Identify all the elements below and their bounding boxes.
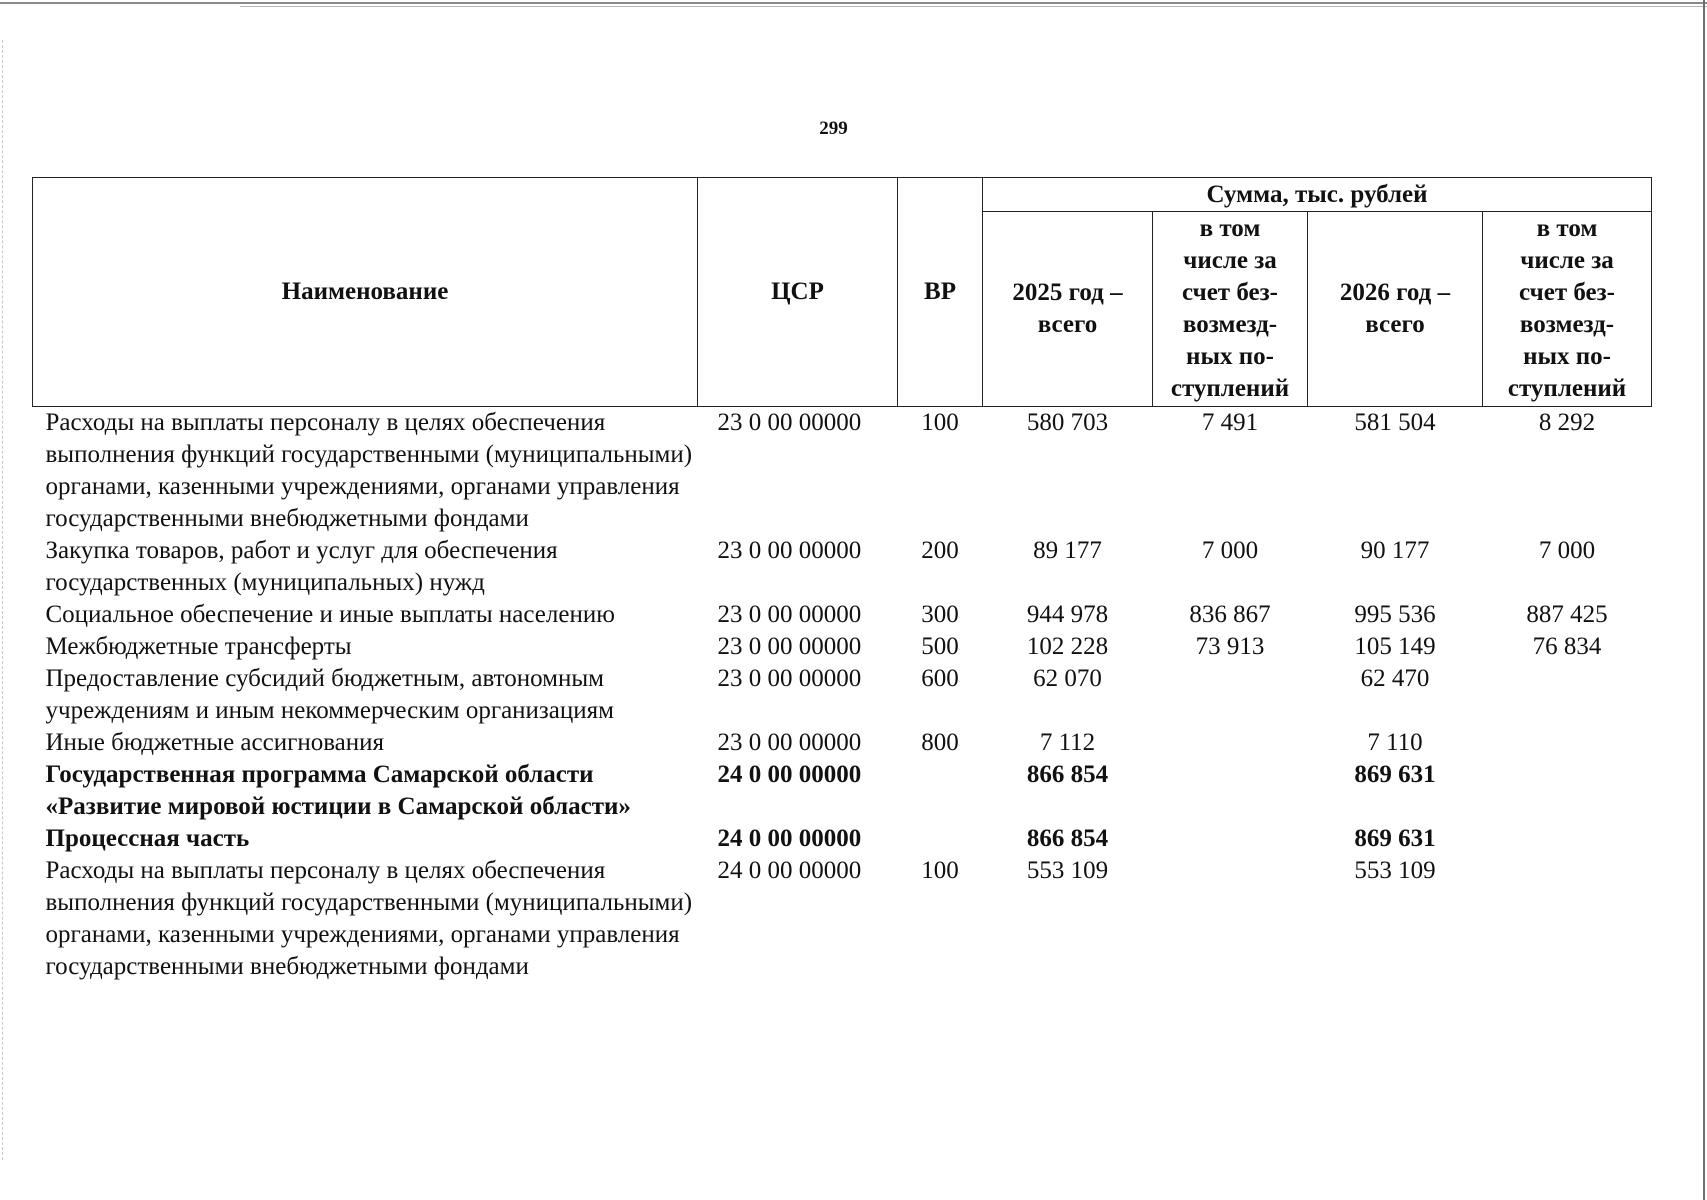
header-2026-free-text: в том числе за счет без-возмезд-ных по-ступлений xyxy=(1507,215,1627,403)
header-csr: ЦСР xyxy=(698,178,898,407)
cell-name: Государственная программа Самарской области «Развитие мировой юстиции в Самарской области» xyxy=(45,761,631,820)
cell-2026: 995 536 xyxy=(1354,601,1436,628)
cell-name: Расходы на выплаты персоналу в целях обеспечения выполнения функций государственными (муниципальными) органами, казенными учреждениями, органами управления государственными внебюджетными фондами xyxy=(45,857,693,980)
cell-2026: 105 149 xyxy=(1354,633,1436,660)
cell-name: Предоставление субсидий бюджетным, автономным учреждениям и иным некоммерческим организациям xyxy=(45,665,614,724)
cell-2025-free xyxy=(1153,663,1308,727)
cell-2025: 89 177 xyxy=(1033,537,1102,564)
header-2025-total xyxy=(983,212,1153,407)
cell-2026-free xyxy=(1483,663,1652,727)
cell-vr: 100 xyxy=(921,409,959,436)
page-number: 299 xyxy=(819,118,848,139)
cell-2025: 102 228 xyxy=(1026,633,1109,660)
cell-csr: 23 0 00 00000 xyxy=(717,601,862,628)
header-2025-free xyxy=(1153,212,1308,407)
cell-2026: 869 631 xyxy=(1354,761,1436,788)
cell-vr xyxy=(898,759,983,823)
cell-name: Иные бюджетные ассигнования xyxy=(45,729,385,756)
scan-edge-top-inner xyxy=(240,6,1707,7)
cell-2025-free: 7 491 xyxy=(1201,409,1259,436)
header-2026-total xyxy=(1308,212,1483,407)
cell-2026-free xyxy=(1483,823,1652,855)
cell-2025: 7 112 xyxy=(1039,729,1096,756)
cell-2025-free: 7 000 xyxy=(1201,537,1259,564)
cell-2026: 581 504 xyxy=(1354,409,1436,436)
cell-2025: 944 978 xyxy=(1026,601,1109,628)
cell-name: Закупка товаров, работ и услуг для обеспечения государственных (муниципальных) нужд xyxy=(45,537,558,596)
cell-2025: 580 703 xyxy=(1026,409,1109,436)
table-row-program xyxy=(33,759,1652,823)
cell-name: Расходы на выплаты персоналу в целях обеспечения выполнения функций государственными (муниципальными) органами, казенными учреждениями, органами управления государственными внебюджетными фондами xyxy=(45,409,693,532)
cell-csr: 23 0 00 00000 xyxy=(717,729,862,756)
cell-2025-free xyxy=(1153,727,1308,759)
cell-csr: 23 0 00 00000 xyxy=(717,665,862,692)
cell-2026: 553 109 xyxy=(1354,857,1436,884)
cell-2025-free: 836 867 xyxy=(1189,601,1271,628)
table-row-section xyxy=(33,823,1652,855)
cell-csr: 24 0 00 00000 xyxy=(717,857,862,884)
cell-vr: 200 xyxy=(921,537,959,564)
scan-edge-top xyxy=(0,2,1707,4)
budget-table xyxy=(32,177,1652,983)
table-body xyxy=(33,407,1652,984)
cell-2026-free xyxy=(1483,727,1652,759)
cell-2025-free xyxy=(1153,855,1308,983)
cell-2026-free xyxy=(1483,855,1652,983)
cell-2025: 866 854 xyxy=(1026,761,1109,788)
table-row xyxy=(33,727,1652,759)
cell-2025: 866 854 xyxy=(1026,825,1109,852)
table-row xyxy=(33,663,1652,727)
table-row xyxy=(33,407,1652,536)
table-row xyxy=(33,631,1652,663)
header-sum-group: Сумма, тыс. рублей xyxy=(983,178,1652,212)
cell-2025-free: 73 913 xyxy=(1195,633,1265,660)
cell-vr: 800 xyxy=(921,729,959,756)
cell-vr: 300 xyxy=(921,601,959,628)
cell-2025-free xyxy=(1153,823,1308,855)
table-row xyxy=(33,855,1652,983)
cell-csr: 23 0 00 00000 xyxy=(717,409,862,436)
header-name: Наименование xyxy=(33,178,698,407)
cell-vr: 500 xyxy=(921,633,959,660)
header-2026-total-text: 2026 год – всего xyxy=(1339,279,1451,339)
cell-2026: 90 177 xyxy=(1360,537,1430,564)
cell-csr: 23 0 00 00000 xyxy=(717,537,862,564)
header-2025-total-text: 2025 год – всего xyxy=(1012,279,1123,339)
table-header xyxy=(33,178,1652,407)
cell-2026-free: 76 834 xyxy=(1532,633,1602,660)
cell-2026-free xyxy=(1483,759,1652,823)
scan-edge-left xyxy=(2,40,3,1160)
cell-vr: 600 xyxy=(921,665,959,692)
cell-2025: 553 109 xyxy=(1026,857,1109,884)
table-row xyxy=(33,535,1652,599)
cell-2026-free: 7 000 xyxy=(1538,537,1596,564)
cell-2026-free: 8 292 xyxy=(1538,409,1596,436)
cell-csr: 23 0 00 00000 xyxy=(717,633,862,660)
cell-name: Социальное обеспечение и иные выплаты населению xyxy=(45,601,615,628)
table-row xyxy=(33,599,1652,631)
cell-name: Процессная часть xyxy=(45,825,250,852)
cell-2026: 62 470 xyxy=(1360,665,1430,692)
cell-vr: 100 xyxy=(921,857,959,884)
cell-2025: 62 070 xyxy=(1033,665,1102,692)
header-2025-free-text: в том числе за счет без-возмезд-ных по-ступлений xyxy=(1170,215,1290,403)
cell-2026: 869 631 xyxy=(1354,825,1436,852)
cell-csr: 24 0 00 00000 xyxy=(717,825,862,852)
cell-2025-free xyxy=(1153,759,1308,823)
header-2026-free xyxy=(1483,212,1652,407)
cell-2026: 7 110 xyxy=(1367,729,1423,756)
cell-2026-free: 887 425 xyxy=(1526,601,1608,628)
cell-vr xyxy=(898,823,983,855)
header-vr: ВР xyxy=(898,178,983,407)
cell-csr: 24 0 00 00000 xyxy=(717,761,862,788)
cell-name: Межбюджетные трансферты xyxy=(45,633,352,660)
scan-edge-right xyxy=(1703,0,1705,1200)
